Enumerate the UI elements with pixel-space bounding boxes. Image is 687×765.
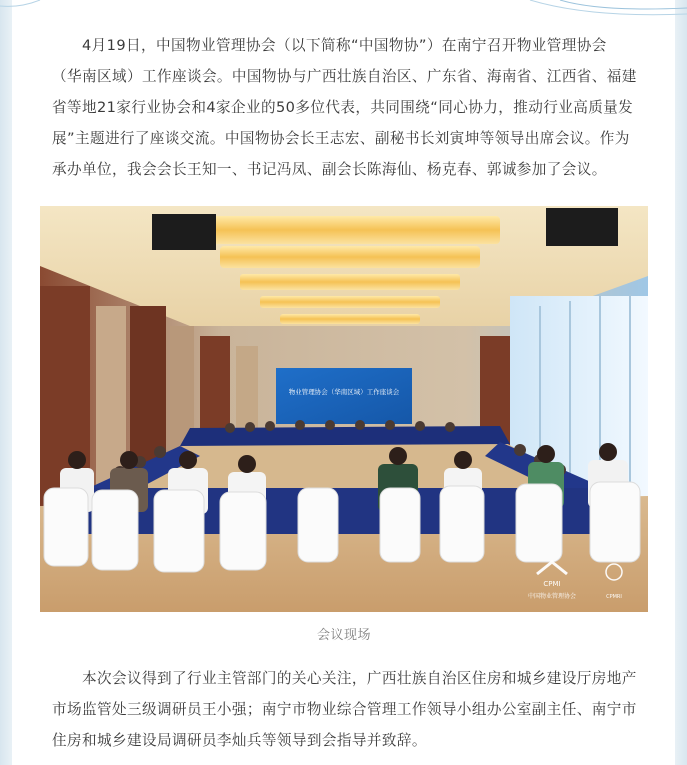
- left-side-border: [0, 0, 12, 765]
- paragraph-line: 市场监管处三级调研员王小强；南宁市物业综合管理工作领导小组办公室副主任、南宁市: [52, 701, 637, 718]
- paragraph-line: 承办单位，我会会长王知一、书记冯凤、副会长陈海仙、杨克春、郭诚参加了会议。: [52, 161, 607, 178]
- logo2-text: CPMRI: [606, 594, 622, 600]
- right-side-border: [675, 0, 687, 765]
- paragraph-guidance: [52, 663, 640, 756]
- paragraph-line: 展”主题进行了座谈交流。中国物协会长王志宏、副秘书长刘寅坤等领导出席会议。作为: [52, 130, 630, 147]
- paragraph-intro: [52, 30, 640, 185]
- paragraph-line: 4月19日，中国物业管理协会（以下简称“中国物协”）在南宁召开物业管理协会: [82, 37, 607, 54]
- photo-caption: 会议现场: [316, 628, 371, 643]
- logo-text: 中国物业管理协会: [527, 593, 577, 600]
- logo-abbr: CPMI: [543, 580, 561, 588]
- paragraph-line: 住房和城乡建设局调研员李灿兵等领导到会指导并致辞。: [52, 732, 427, 749]
- paragraph-line: 本次会议得到了行业主管部门的关心关注，广西壮族自治区住房和城乡建设厅房地产: [82, 670, 637, 687]
- paragraph-line: （华南区域）工作座谈会。中国物协与广西壮族自治区、广东省、海南省、江西省、福建: [52, 68, 637, 85]
- meeting-scene-illustration: [40, 206, 648, 612]
- screen-title: 物业管理协会（华南区域）工作座谈会: [288, 388, 400, 396]
- paragraph-line: 省等地21家行业协会和4家企业的50多位代表，共同围绕“同心协力，推动行业高质量发: [52, 99, 634, 116]
- meeting-photo: [40, 206, 648, 612]
